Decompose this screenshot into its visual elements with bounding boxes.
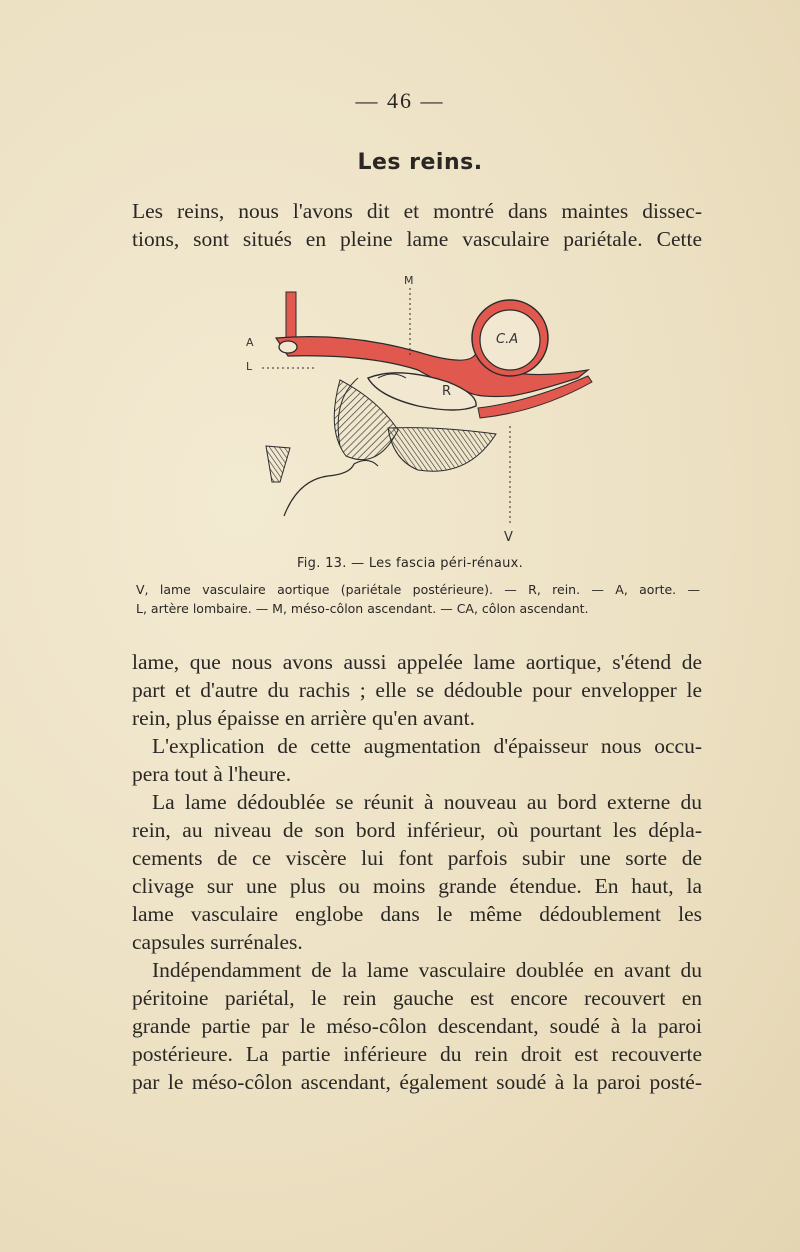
figure-caption-title: Fig. 13. — Les fascia péri-rénaux. bbox=[296, 556, 524, 571]
figure-peri-renal-fascia bbox=[228, 270, 608, 555]
text-line: capsules surrénales. bbox=[132, 930, 303, 954]
text-line: péritoine pariétal, le rein gauche est encore recouvert en bbox=[132, 986, 702, 1010]
anatomical-diagram bbox=[228, 270, 608, 555]
caption-line: V, lame vasculaire aortique (pariétale postérieure). — R, rein. — A, aorte. — bbox=[136, 582, 700, 597]
text-line: La lame dédoublée se réunit à nouveau au bord externe du bbox=[152, 790, 702, 814]
text-line: pera tout à l'heure. bbox=[132, 762, 292, 786]
text-line: part et d'autre du rachis ; elle se dédouble pour envelopper le bbox=[132, 678, 702, 702]
text-line: rein, plus épaisse en arrière qu'en avant. bbox=[132, 706, 475, 730]
text-line: lame, que nous avons aussi appelée lame aortique, s'étend de bbox=[132, 650, 702, 674]
label-r: R bbox=[442, 384, 452, 399]
page-number: — 46 — bbox=[355, 88, 445, 113]
figure-caption-text bbox=[136, 580, 700, 618]
section-title: Les reins. bbox=[357, 150, 483, 175]
text-line: grande partie par le méso-côlon descendant, soudé à la paroi bbox=[132, 1014, 702, 1038]
label-m: M bbox=[404, 274, 414, 287]
text-line: postérieure. La partie inférieure du rein droit est recouverte bbox=[132, 1042, 702, 1066]
label-l: L bbox=[246, 360, 253, 373]
text-line: lame vasculaire englobe dans le même dédoublement les bbox=[132, 902, 702, 926]
quadratus-muscle bbox=[388, 428, 496, 472]
caption-line: L, artère lombaire. — M, méso-côlon ascendant. — CA, côlon ascendant. bbox=[136, 601, 589, 616]
text-line: cements de ce viscère lui font parfois subir une sorte de bbox=[132, 846, 702, 870]
text-line: rein, au niveau de son bord inférieur, où pourtant les dépla- bbox=[132, 818, 702, 842]
aorta bbox=[279, 341, 297, 353]
text-line: L'explication de cette augmentation d'épaisseur nous occu- bbox=[152, 734, 702, 758]
text-line: clivage sur une plus ou moins grande étendue. En haut, la bbox=[132, 874, 702, 898]
intro-paragraph bbox=[132, 197, 702, 253]
body-text bbox=[132, 648, 702, 1096]
text-line: tions, sont situés en pleine lame vasculaire pariétale. Cette bbox=[132, 227, 702, 251]
text-line: Indépendamment de la lame vasculaire doublée en avant du bbox=[152, 958, 702, 982]
text-line: par le méso-côlon ascendant, également soudé à la paroi posté- bbox=[132, 1070, 702, 1094]
label-ca: C.A bbox=[496, 332, 519, 347]
vertebra-band bbox=[286, 292, 296, 344]
label-v: V bbox=[504, 530, 513, 545]
label-a: A bbox=[246, 336, 254, 349]
text-line: Les reins, nous l'avons dit et montré dans maintes dissec- bbox=[132, 199, 702, 223]
